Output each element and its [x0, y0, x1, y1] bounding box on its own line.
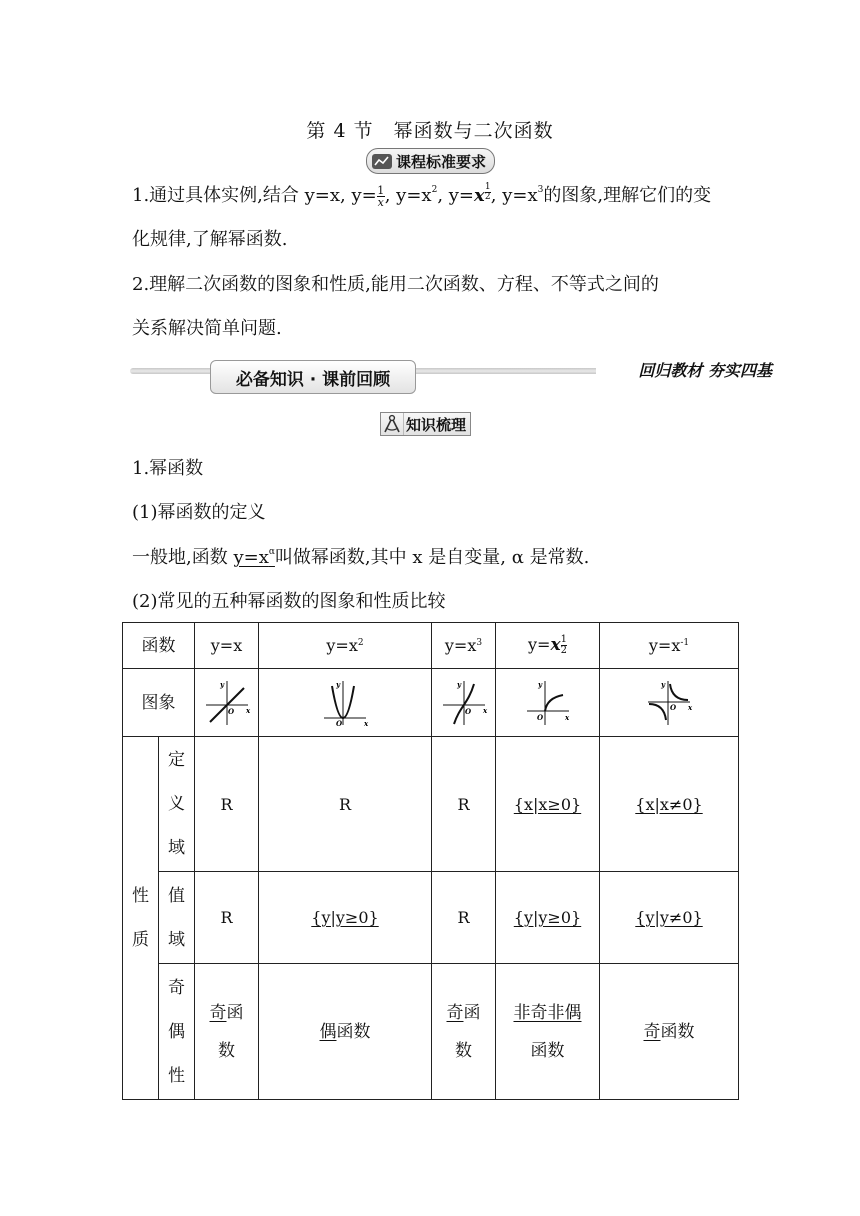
range-cube: R	[432, 872, 496, 964]
table-row	[123, 669, 739, 737]
page-title: 第 4 节 幂函数与二次函数	[306, 120, 554, 142]
curriculum-item-2: 2.理解二次函数的图象和性质,能用二次函数、方程、不等式之间的	[132, 274, 659, 295]
curriculum-item-1: 1.通过具体实例,结合 y=x, y= $\frac{1}{x}$ , $y=x^2$, y=x $\frac{1}{2}$ , $y=x^3$的图象,理解它们的变	[132, 182, 712, 209]
func-reciprocal: $y=x^{-1}$	[600, 623, 739, 669]
sub-heading-definition: (1)幂函数的定义	[132, 502, 266, 523]
section-heading: 1.幂函数	[132, 458, 204, 479]
parity-reciprocal: 奇函数	[600, 964, 739, 1100]
graph-cube	[439, 678, 489, 728]
range-square: {y|y≥0}	[259, 872, 432, 964]
sub-heading-comparison: (2)常见的五种幂函数的图象和性质比较	[132, 591, 446, 612]
curriculum-badge-label: 课程标准要求	[396, 152, 487, 171]
func-cube: $y=x^3$	[432, 623, 496, 669]
svg-text:x: x	[688, 702, 693, 712]
svg-text:y: y	[219, 679, 224, 689]
parity-label: 奇 偶 性	[159, 964, 195, 1100]
definition-text: 一般地,函数 $y=x^\alpha$叫做幂函数,其中 x 是自变量, α 是常数.	[132, 547, 590, 568]
range-reciprocal: {y|y≠0}	[600, 872, 739, 964]
graph-square	[320, 678, 370, 728]
graph-linear	[202, 678, 252, 728]
range-label: 值 域	[159, 872, 195, 964]
domain-reciprocal: {x|x≠0}	[600, 737, 739, 872]
parity-cube: 奇函 数	[432, 964, 496, 1100]
half-exponent: $\frac{1}{2}$	[484, 182, 491, 202]
knowledge-badge	[380, 412, 471, 436]
banner-title: 必备知识 · 课前回顾	[210, 360, 416, 394]
svg-text:O: O	[227, 706, 234, 716]
parity-square: 偶函数	[259, 964, 432, 1100]
svg-text:O: O	[536, 712, 543, 722]
domain-sqrt: {x|x≥0}	[496, 737, 600, 872]
func-square: $y=x^2$	[259, 623, 432, 669]
power-function-table	[122, 622, 739, 1100]
table-row	[123, 737, 739, 872]
svg-text:O: O	[336, 718, 343, 728]
graph-label: 图象	[123, 669, 195, 737]
svg-text:x: x	[482, 705, 487, 715]
curriculum-item-2-cont: 关系解决简单问题.	[132, 318, 282, 339]
property-label: 性 质	[123, 737, 159, 1100]
curriculum-badge	[366, 148, 495, 174]
svg-text:x: x	[564, 712, 569, 722]
graph-sqrt	[523, 678, 573, 728]
range-sqrt: {y|y≥0}	[496, 872, 600, 964]
definition-formula: $y=x^\alpha$	[233, 547, 275, 568]
domain-label: 定 义 域	[159, 737, 195, 872]
chart-icon	[371, 153, 393, 170]
fraction-one-over-x: $\frac{1}{x}$	[377, 183, 385, 209]
svg-text:y: y	[456, 679, 461, 689]
func-sqrt: y=x $\frac{1}{2}$	[496, 623, 600, 669]
svg-text:y: y	[661, 679, 666, 689]
compass-icon	[381, 413, 404, 435]
banner-slogan: 回归教材 夯实四基	[596, 358, 772, 381]
svg-text:x: x	[364, 718, 369, 728]
svg-text:O: O	[670, 702, 677, 712]
svg-text:y: y	[336, 679, 341, 689]
domain-square: R	[259, 737, 432, 872]
domain-linear: R	[195, 737, 259, 872]
curriculum-item-1-cont: 化规律,了解幂函数.	[132, 229, 288, 250]
graph-reciprocal	[644, 678, 694, 728]
parity-linear: 奇函 数	[195, 964, 259, 1100]
func-linear: y=x	[195, 623, 259, 669]
table-row	[123, 964, 739, 1100]
table-row	[123, 872, 739, 964]
svg-text:y: y	[537, 679, 542, 689]
svg-text:O: O	[464, 706, 471, 716]
table-row	[123, 623, 739, 669]
knowledge-badge-label: 知识梳理	[406, 415, 467, 434]
domain-cube: R	[432, 737, 496, 872]
parity-sqrt: 非奇非偶 函数	[496, 964, 600, 1100]
header-label: 函数	[123, 623, 195, 669]
svg-text:x: x	[245, 705, 250, 715]
range-linear: R	[195, 872, 259, 964]
